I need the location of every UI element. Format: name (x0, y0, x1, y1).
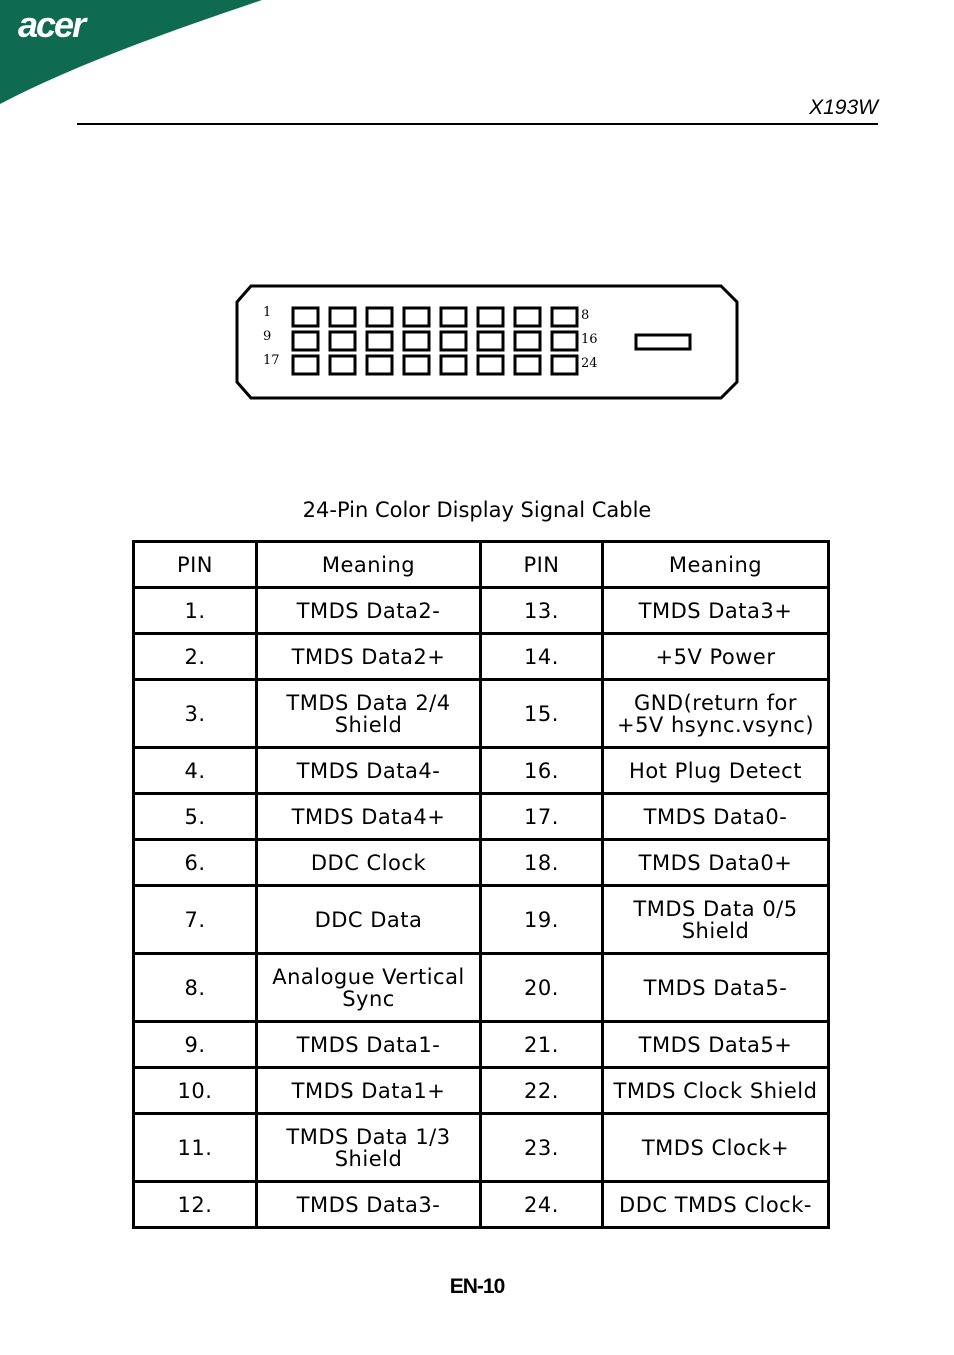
page-number: EN-10 (449, 1275, 505, 1298)
pin-socket (367, 332, 392, 350)
pin-socket (515, 308, 540, 326)
meaning-line: TMDS Data4+ (291, 804, 446, 829)
meaning-line: Shield (334, 1146, 403, 1171)
pin-number-cell: 16. (481, 748, 603, 794)
pin-number-cell: 18. (481, 840, 603, 886)
pin-row-end-label: 8 (581, 308, 590, 323)
meaning-cell (257, 886, 481, 954)
meaning-line: Analogue Vertical (272, 964, 465, 989)
header-pin: PIN (481, 542, 603, 588)
meaning-cell (603, 680, 829, 748)
meaning-cell (603, 1182, 829, 1228)
pin-socket (404, 356, 429, 374)
meaning-cell (603, 840, 829, 886)
table-row (134, 1022, 829, 1068)
connector-outline (237, 286, 737, 398)
pin-row-end-label: 16 (581, 332, 598, 347)
meaning-cell (603, 954, 829, 1022)
pin-socket (330, 332, 355, 350)
meaning-line: TMDS Data5+ (638, 1032, 793, 1057)
pin-row-start-label: 17 (263, 353, 280, 368)
pin-socket (478, 356, 503, 374)
pin-socket (552, 308, 577, 326)
meaning-cell (257, 1068, 481, 1114)
pin-socket (293, 308, 318, 326)
pin-socket (293, 332, 318, 350)
pin-socket (367, 308, 392, 326)
meaning-cell (257, 588, 481, 634)
pin-row-start-label: 9 (263, 329, 272, 344)
table-row (134, 748, 829, 794)
pin-socket (293, 356, 318, 374)
meaning-cell (257, 1022, 481, 1068)
meaning-line: TMDS Data4- (296, 758, 441, 783)
meaning-line: GND(return for (633, 690, 798, 715)
pin-number-cell: 19. (481, 886, 603, 954)
meaning-cell (603, 588, 829, 634)
header-pin: PIN (134, 542, 257, 588)
pin-number-cell: 21. (481, 1022, 603, 1068)
pin-socket (478, 308, 503, 326)
meaning-line: +5V hsync.vsync) (616, 712, 815, 737)
meaning-line: TMDS Data2- (296, 598, 441, 623)
header-meaning: Meaning (603, 542, 829, 588)
meaning-line: TMDS Data0- (643, 804, 788, 829)
meaning-cell (603, 634, 829, 680)
pin-socket (404, 332, 429, 350)
meaning-line: TMDS Data0+ (638, 850, 793, 875)
pin-number-cell: 15. (481, 680, 603, 748)
table-row (134, 680, 829, 748)
table-row (134, 954, 829, 1022)
table-row (134, 794, 829, 840)
acer-logo: acer (18, 4, 85, 45)
table-row (134, 634, 829, 680)
table-row (134, 886, 829, 954)
meaning-cell (603, 1114, 829, 1182)
pin-socket (478, 332, 503, 350)
meaning-line: TMDS Data1+ (291, 1078, 446, 1103)
pin-socket (552, 332, 577, 350)
pin-row-end-label: 24 (581, 356, 598, 371)
pin-number-cell: 4. (134, 748, 257, 794)
pin-number-cell: 14. (481, 634, 603, 680)
pin-number-cell: 12. (134, 1182, 257, 1228)
meaning-cell (603, 748, 829, 794)
meaning-line: TMDS Data2+ (291, 644, 446, 669)
meaning-cell (257, 1114, 481, 1182)
pin-number-cell: 24. (481, 1182, 603, 1228)
meaning-cell (257, 840, 481, 886)
pin-socket (330, 308, 355, 326)
pin-number-cell: 1. (134, 588, 257, 634)
header-rule (77, 123, 878, 125)
pin-socket (330, 356, 355, 374)
meaning-line: Hot Plug Detect (629, 758, 802, 783)
table-row (134, 1182, 829, 1228)
table-row (134, 1068, 829, 1114)
meaning-cell (603, 794, 829, 840)
table-row (134, 840, 829, 886)
pin-number-cell: 6. (134, 840, 257, 886)
meaning-line: DDC Clock (310, 850, 427, 875)
pin-number-cell: 9. (134, 1022, 257, 1068)
pin-number-cell: 5. (134, 794, 257, 840)
pin-assignment-table (132, 540, 830, 1229)
pin-socket (515, 332, 540, 350)
meaning-line: TMDS Data 1/3 (286, 1124, 451, 1149)
pin-number-cell: 2. (134, 634, 257, 680)
pin-socket (441, 332, 466, 350)
meaning-line: TMDS Data 0/5 (633, 896, 798, 921)
pin-number-cell: 23. (481, 1114, 603, 1182)
meaning-line: TMDS Data3- (296, 1192, 441, 1217)
meaning-cell (257, 634, 481, 680)
meaning-line: Shield (334, 712, 403, 737)
pin-number-cell: 20. (481, 954, 603, 1022)
pin-row-start-label: 1 (263, 305, 272, 320)
table-row (134, 588, 829, 634)
meaning-line: TMDS Clock+ (641, 1135, 790, 1160)
pin-number-cell: 11. (134, 1114, 257, 1182)
pin-socket (404, 308, 429, 326)
pin-number-cell: 8. (134, 954, 257, 1022)
pin-socket (441, 356, 466, 374)
meaning-cell (257, 680, 481, 748)
meaning-line: TMDS Data3+ (638, 598, 793, 623)
pin-socket (552, 356, 577, 374)
meaning-line: TMDS Data5- (643, 975, 788, 1000)
table-caption: 24-Pin Color Display Signal Cable (302, 498, 652, 522)
pin-number-cell: 10. (134, 1068, 257, 1114)
meaning-cell (257, 748, 481, 794)
meaning-line: TMDS Clock Shield (613, 1078, 818, 1103)
pin-grid (293, 308, 577, 374)
pin-number-cell: 17. (481, 794, 603, 840)
table-header-row (134, 542, 829, 588)
meaning-cell (257, 794, 481, 840)
meaning-line: DDC Data (314, 907, 423, 932)
meaning-cell (257, 1182, 481, 1228)
model-name: X193W (809, 96, 878, 119)
meaning-line: TMDS Data1- (296, 1032, 441, 1057)
pin-number-cell: 7. (134, 886, 257, 954)
dvi-connector-diagram (235, 284, 741, 402)
pin-socket (367, 356, 392, 374)
pin-socket (441, 308, 466, 326)
meaning-cell (257, 954, 481, 1022)
meaning-line: Sync (342, 986, 395, 1011)
pin-assignment-table-container (132, 540, 830, 1229)
meaning-line: DDC TMDS Clock- (619, 1192, 812, 1217)
header-meaning: Meaning (257, 542, 481, 588)
meaning-line: TMDS Data 2/4 (286, 690, 451, 715)
table-row (134, 1114, 829, 1182)
pin-socket (515, 356, 540, 374)
meaning-cell (603, 886, 829, 954)
meaning-cell (603, 1022, 829, 1068)
pin-number-cell: 22. (481, 1068, 603, 1114)
flat-ground-blade (636, 335, 690, 349)
meaning-cell (603, 1068, 829, 1114)
pin-number-cell: 3. (134, 680, 257, 748)
meaning-line: +5V Power (655, 644, 776, 669)
meaning-line: Shield (681, 918, 750, 943)
pin-number-cell: 13. (481, 588, 603, 634)
